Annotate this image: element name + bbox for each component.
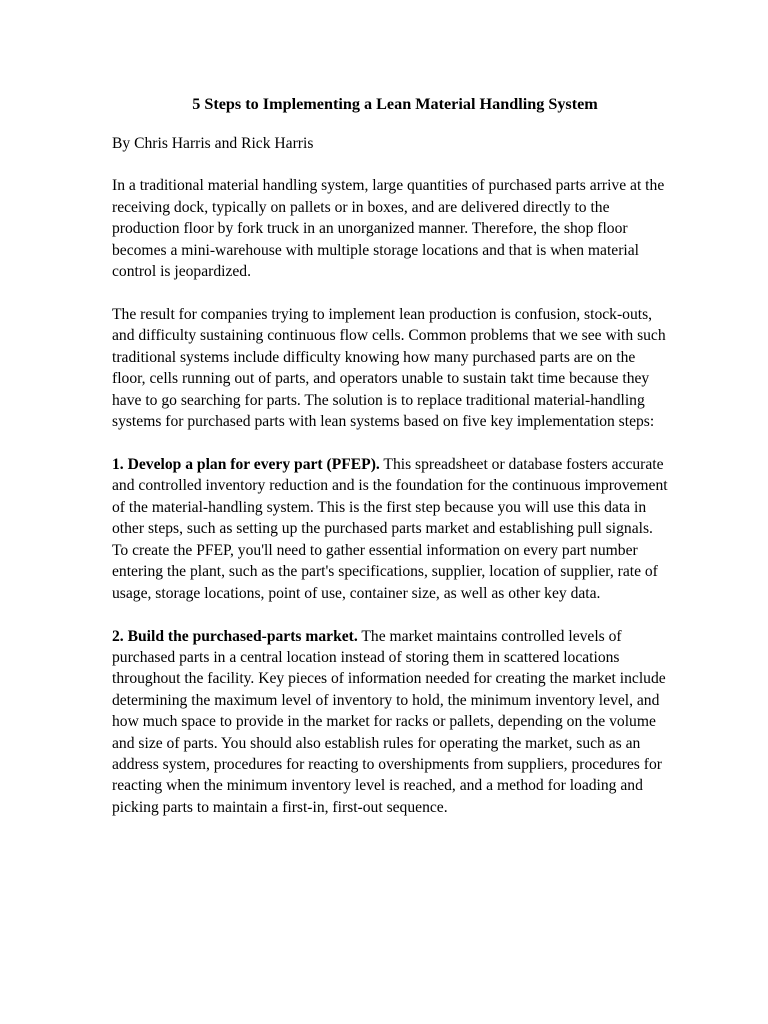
- paragraph-text: The result for companies trying to implement lean production is confusion, stock-outs, and difficulty sustaining continuous flow cells. Common problems that we see with such traditional systems include difficulty knowing how many purchased parts are on the floor, cells running out of parts, and operators unable to sustain takt time because they have to go searching for parts. The solution is to replace traditional material-handling systems for purchased parts with lean systems based on five key implementation steps:: [112, 306, 666, 431]
- problem-paragraph: [112, 304, 668, 432]
- author-byline: By Chris Harris and Rick Harris: [112, 135, 314, 152]
- paragraph-text: In a traditional material handling system, large quantities of purchased parts arrive at the receiving dock, typically on pallets or in boxes, and are delivered directly to the production floor by fork truck in an unorganized manner. Therefore, the shop floor becomes a mini-warehouse with multiple storage locations and that is when material control is jeopardized.: [112, 177, 665, 281]
- step-2-paragraph: [112, 626, 668, 819]
- intro-paragraph: [112, 175, 668, 282]
- step-1-heading: 1. Develop a plan for every part (PFEP).: [112, 456, 380, 474]
- step-1-paragraph: [112, 454, 668, 604]
- document-title: 5 Steps to Implementing a Lean Material Handling System: [192, 95, 598, 113]
- step-2-heading: 2. Build the purchased-parts market.: [112, 627, 358, 645]
- paragraph-text: This spreadsheet or database fosters accurate and controlled inventory reduction and is the foundation for the continuous improvement of the material-handling system. This is the first step because you will use this data in other steps, such as setting up the purchased parts market and establishing pull signals. To create the PFEP, you'll need to gather essential information on every part number entering the plant, such as the part's specifications, supplier, location of supplier, rate of usage, storage locations, point of use, container size, as well as other key data.: [112, 456, 668, 602]
- paragraph-text: The market maintains controlled levels of purchased parts in a central location instead of storing them in scattered locations throughout the facility. Key pieces of information needed for creating the market include determining the maximum level of inventory to hold, the minimum inventory level, and how much space to provide in the market for racks or pallets, depending on the volume and size of parts. You should also establish rules for operating the market, such as an address system, procedures for reacting to overshipments from suppliers, procedures for reacting when the minimum inventory level is reached, and a method for loading and picking parts to maintain a first-in, first-out sequence.: [112, 627, 666, 816]
